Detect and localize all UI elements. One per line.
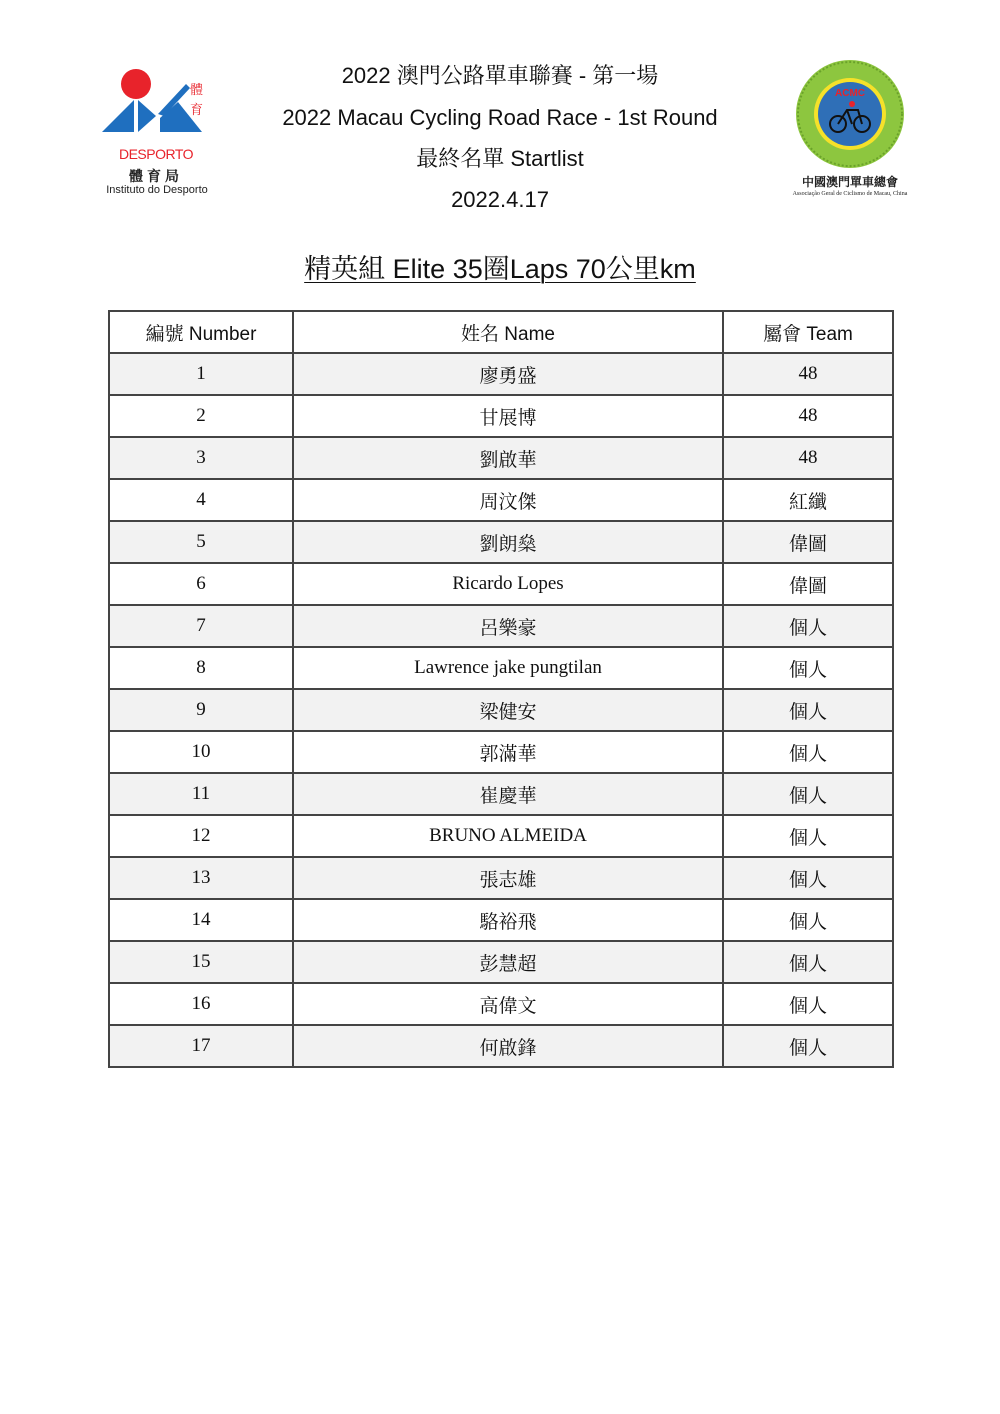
- rider-name-cell: 高偉文: [293, 983, 723, 1025]
- rider-name-cell: 廖勇盛: [293, 353, 723, 395]
- acmc-logo: [790, 58, 910, 203]
- category-title: [150, 252, 850, 286]
- rider-name-cell: 張志雄: [293, 857, 723, 899]
- rider-name-cell: Ricardo Lopes: [293, 563, 723, 605]
- rider-number-cell: 13: [109, 857, 293, 899]
- rider-team-cell: 個人: [723, 731, 893, 773]
- desporto-caption-cn: 體育局: [129, 169, 183, 185]
- rider-number-cell: 15: [109, 941, 293, 983]
- rider-name-cell: 崔慶華: [293, 773, 723, 815]
- rider-team-cell: 48: [723, 437, 893, 479]
- rider-number-cell: 5: [109, 521, 293, 563]
- table-row: [109, 773, 893, 815]
- rider-name-cell: 郭滿華: [293, 731, 723, 773]
- rider-number-cell: 9: [109, 689, 293, 731]
- rider-team-cell: 個人: [723, 857, 893, 899]
- table-row: [109, 941, 893, 983]
- rider-name-cell: 劉啟華: [293, 437, 723, 479]
- rider-number-cell: 17: [109, 1025, 293, 1067]
- rider-number-cell: 2: [109, 395, 293, 437]
- rider-number-cell: 12: [109, 815, 293, 857]
- table-row: [109, 521, 893, 563]
- table-row: [109, 857, 893, 899]
- rider-number-cell: 4: [109, 479, 293, 521]
- rider-name-cell: 彭慧超: [293, 941, 723, 983]
- acmc-badge-text: ACMC: [835, 88, 865, 99]
- acmc-caption-pt: Associação Geral de Ciclismo de Macau, China: [792, 191, 908, 197]
- table-row: [109, 437, 893, 479]
- rider-name-cell: 何啟鋒: [293, 1025, 723, 1067]
- rider-team-cell: 個人: [723, 941, 893, 983]
- rider-number-cell: 10: [109, 731, 293, 773]
- rider-team-cell: 個人: [723, 983, 893, 1025]
- table-row: [109, 479, 893, 521]
- table-header-row: [109, 311, 893, 353]
- acmc-caption-cn: 中國澳門單車總會: [801, 175, 898, 189]
- table-row: [109, 815, 893, 857]
- rider-number-cell: 3: [109, 437, 293, 479]
- rider-team-cell: 偉圖: [723, 563, 893, 605]
- rider-team-cell: 紅纖: [723, 479, 893, 521]
- event-title-en: 2022 Macau Cycling Road Race - 1st Round: [282, 105, 718, 130]
- rider-team-cell: 個人: [723, 773, 893, 815]
- rider-number-cell: 11: [109, 773, 293, 815]
- rider-name-cell: 梁健安: [293, 689, 723, 731]
- acmc-emblem-icon: [790, 58, 910, 170]
- table-row: [109, 983, 893, 1025]
- rider-number-cell: 1: [109, 353, 293, 395]
- table-row: [109, 353, 893, 395]
- rider-team-cell: 個人: [723, 689, 893, 731]
- rider-name-cell: Lawrence jake pungtilan: [293, 647, 723, 689]
- rider-team-cell: 個人: [723, 1025, 893, 1067]
- startlist-title: 最終名單 Startlist: [416, 146, 584, 171]
- column-header-team: 屬會 Team: [723, 311, 893, 353]
- rider-name-cell: 周汶傑: [293, 479, 723, 521]
- rider-team-cell: 個人: [723, 815, 893, 857]
- rider-name-cell: 劉朗燊: [293, 521, 723, 563]
- rider-name-cell: BRUNO ALMEIDA: [293, 815, 723, 857]
- rider-number-cell: 8: [109, 647, 293, 689]
- rider-team-cell: 個人: [723, 899, 893, 941]
- rider-team-cell: 48: [723, 353, 893, 395]
- rider-team-cell: 偉圖: [723, 521, 893, 563]
- rider-name-cell: 駱裕飛: [293, 899, 723, 941]
- desporto-caption-pt: Instituto do Desporto: [106, 184, 208, 196]
- table-row: [109, 731, 893, 773]
- rider-icon: [849, 101, 855, 107]
- table-row: [109, 899, 893, 941]
- column-header-name: 姓名 Name: [293, 311, 723, 353]
- table-row: [109, 605, 893, 647]
- column-header-number: 編號 Number: [109, 311, 293, 353]
- rider-number-cell: 16: [109, 983, 293, 1025]
- event-date: 2022.4.17: [451, 187, 549, 212]
- rider-number-cell: 6: [109, 563, 293, 605]
- logo-wordmark: DESPORTO: [118, 146, 194, 162]
- logo-char-1: 體: [190, 83, 204, 98]
- rider-name-cell: 甘展博: [293, 395, 723, 437]
- rider-team-cell: 個人: [723, 605, 893, 647]
- category-title-text: 精英組 Elite 35圈Laps 70公里km: [304, 254, 696, 284]
- rider-team-cell: 個人: [723, 647, 893, 689]
- table-row: [109, 647, 893, 689]
- startlist-table: [108, 310, 894, 1068]
- table-row: [109, 1025, 893, 1067]
- table-row: [109, 563, 893, 605]
- logo-char-2: 育: [190, 103, 204, 118]
- rider-number-cell: 14: [109, 899, 293, 941]
- rider-name-cell: 呂樂豪: [293, 605, 723, 647]
- rider-number-cell: 7: [109, 605, 293, 647]
- event-title-cn: 2022 澳門公路單車聯賽 - 第一場: [341, 63, 659, 88]
- rider-team-cell: 48: [723, 395, 893, 437]
- table-row: [109, 689, 893, 731]
- table-row: [109, 395, 893, 437]
